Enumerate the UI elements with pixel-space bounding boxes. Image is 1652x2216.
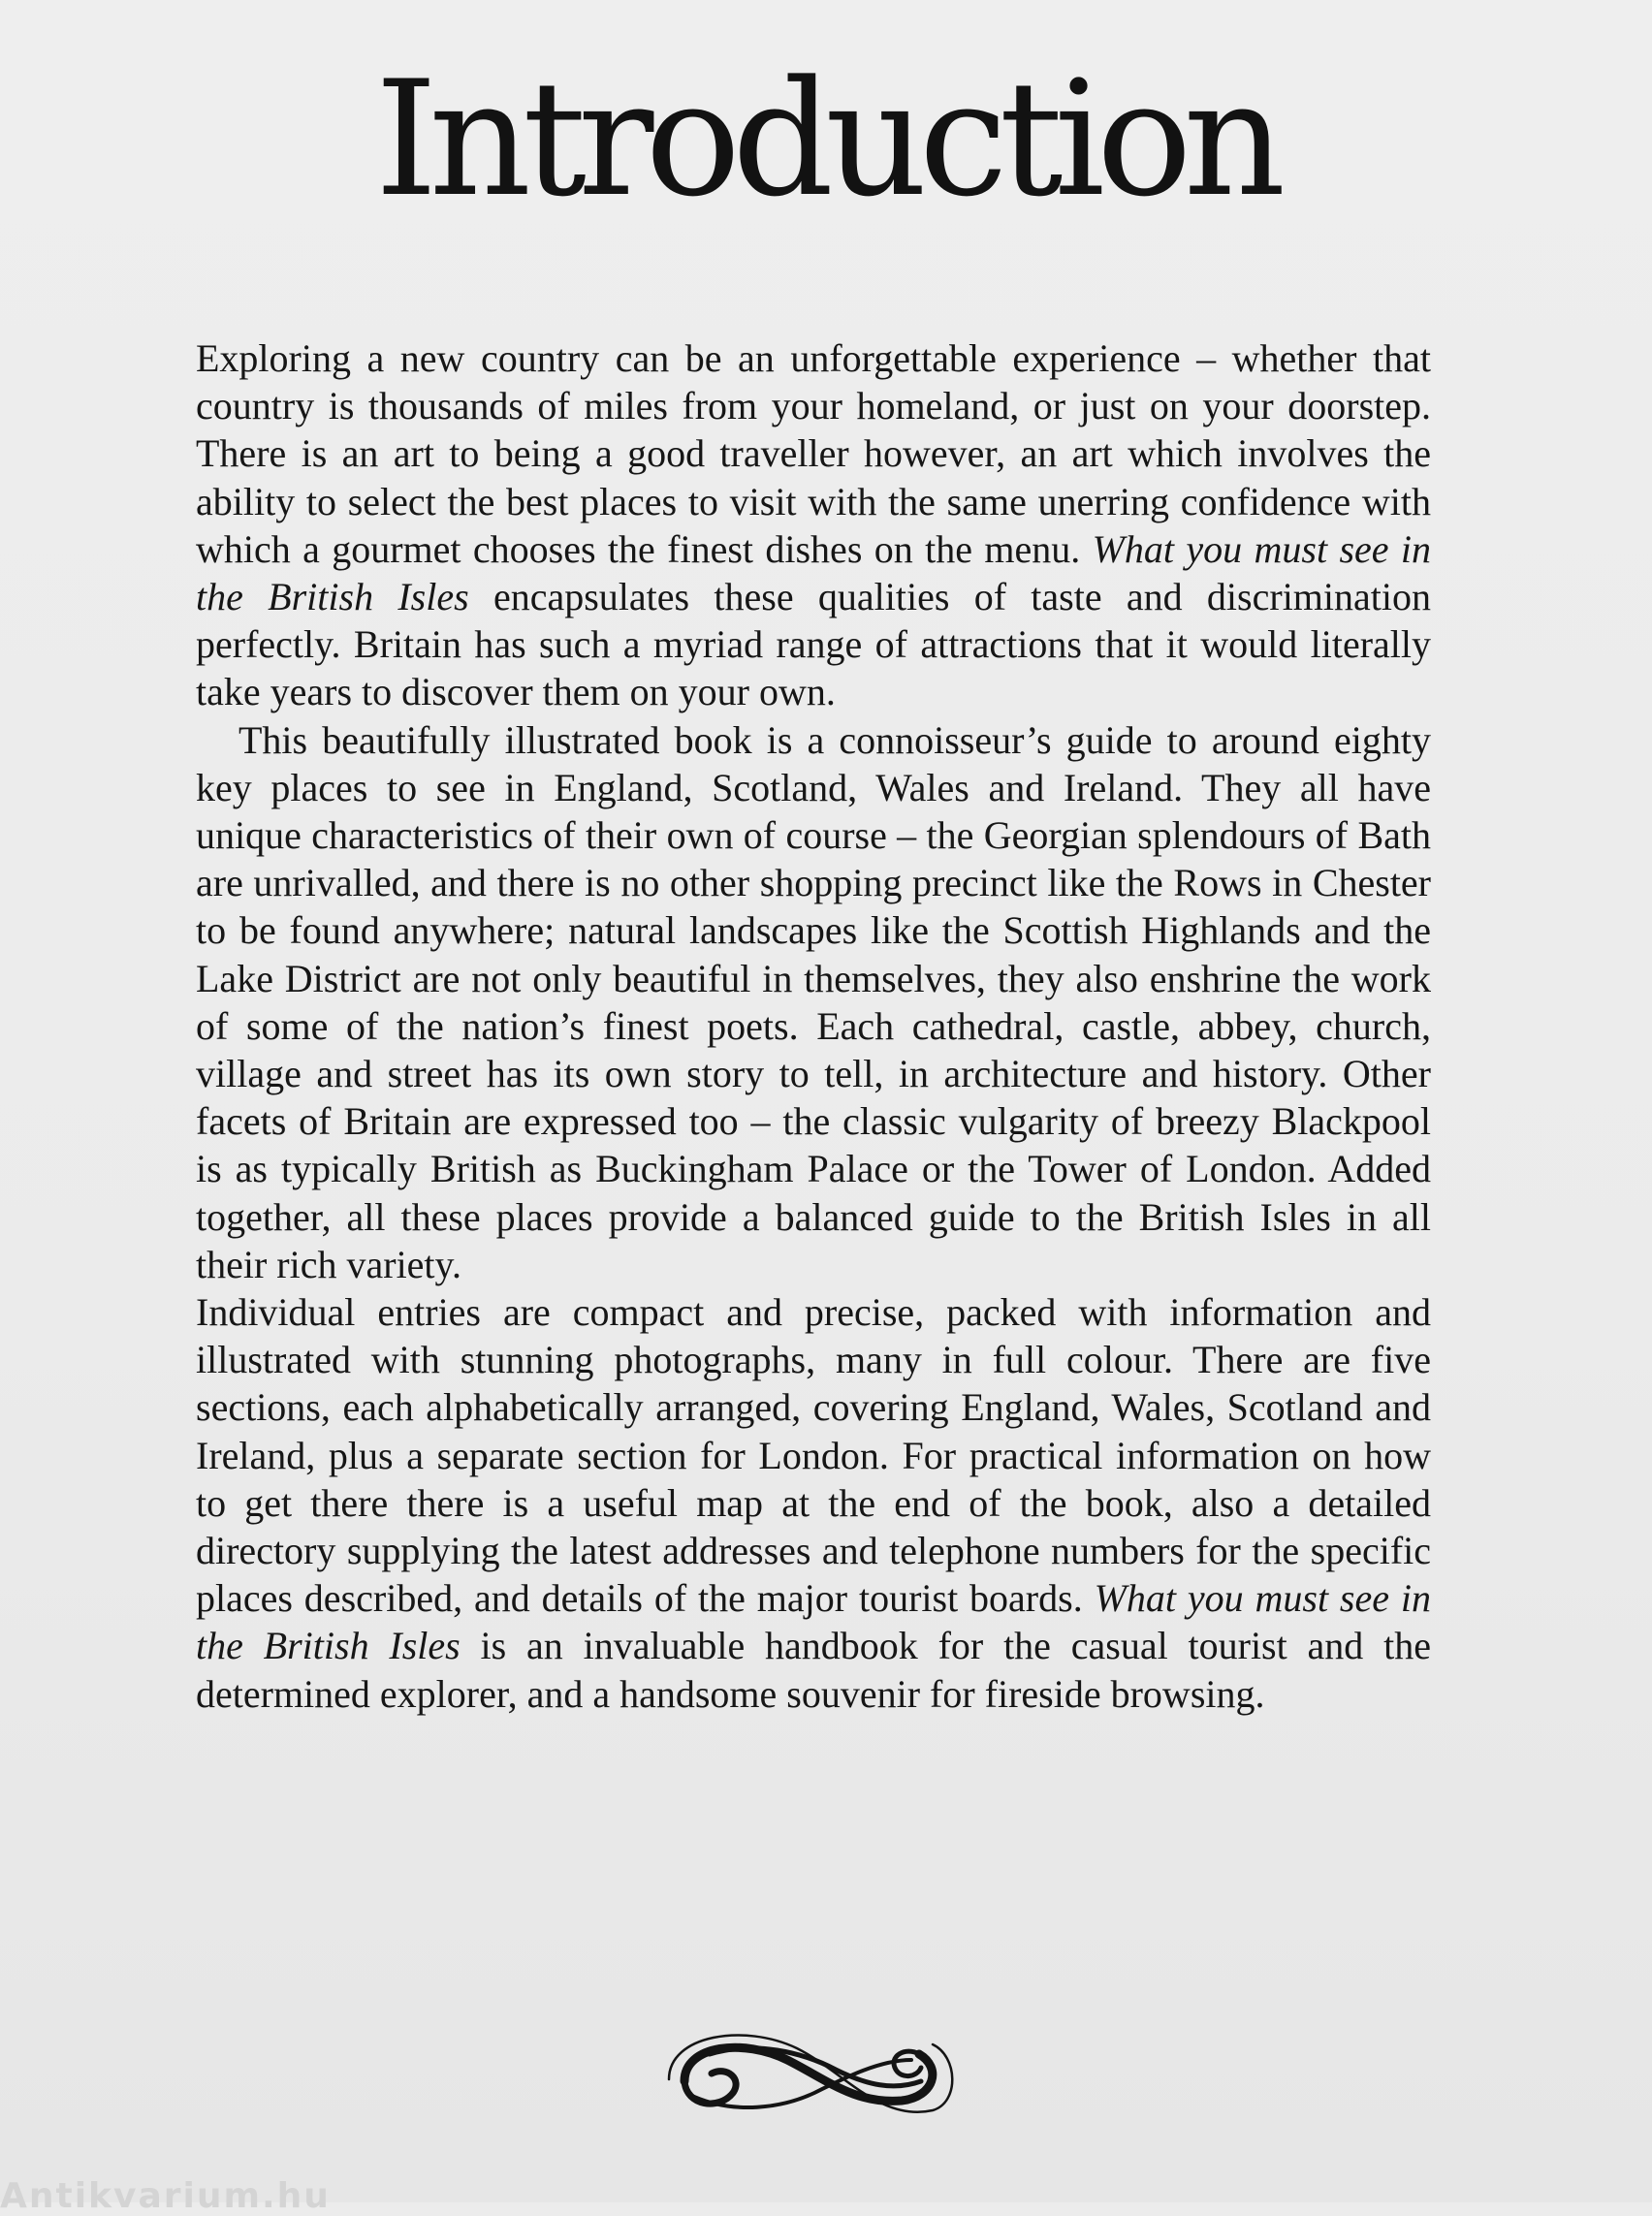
paragraph-2: This beautifully illustrated book is a connoisseur’s guide to around eighty key places to see in England, Scotland, Wales and Ireland. They all have unique characteristics of their own of course – the Georgian splendours of Bath are unrivalled, and there is no other shopping precinct like the Rows in Chester to be found anywhere; natural landscapes like the Scottish Highlands and the Lake District are not only beautiful in themselves, they also enshrine the work of some of the nation’s finest poets. Each cathedral, castle, abbey, church, village and street has its own story to tell, in architecture and history. Other facets of Britain are expressed too – the classic vulgarity of breezy Blackpool is as typically British as Buckingham Palace or the Tower of London. Added together, all these places provide a balanced guide to the British Isles in all their rich variety. — [196, 717, 1431, 1286]
book-title-italic: What you must see in the British Isles — [196, 1576, 1431, 1668]
paragraph-3: Individual entries are compact and precise, packed with information and illustrated with stunning photographs, many in full colour. There are five sections, each alphabetically arranged, covering England, Wales, Scotland and Ireland, plus a separate section for London. For practical information on how to get there there is a useful map at the end of the book, also a detailed directory supplying the latest addresses and telephone numbers for the specific places described, and details of the major tourist boards. What you must see in the British Isles is an invaluable handbook for the casual tourist and the determined explorer, and a handsome souvenir for fireside browsing. — [196, 1290, 1431, 1716]
paragraph-1: Exploring a new country can be an unforgettable experience – whether that country is thousands of miles from your homeland, or just on your doorstep. There is an art to being a good traveller however, an art which involves the ability to select the best places to visit with the same unerring confidence with which a gourmet chooses the finest dishes on the menu. What you must see in the British Isles encapsulates these qualities of taste and discrimination perfectly. Britain has such a myriad range of attractions that it would literally take years to discover them on your own. — [196, 336, 1432, 714]
introduction-text — [196, 334, 1431, 1718]
book-title-italic: What you must see in the British Isles — [196, 526, 1431, 619]
watermark: Antikvarium.hu — [0, 2176, 331, 2216]
scroll-flourish-icon — [651, 2021, 962, 2128]
page-title: Introduction — [374, 47, 1278, 232]
